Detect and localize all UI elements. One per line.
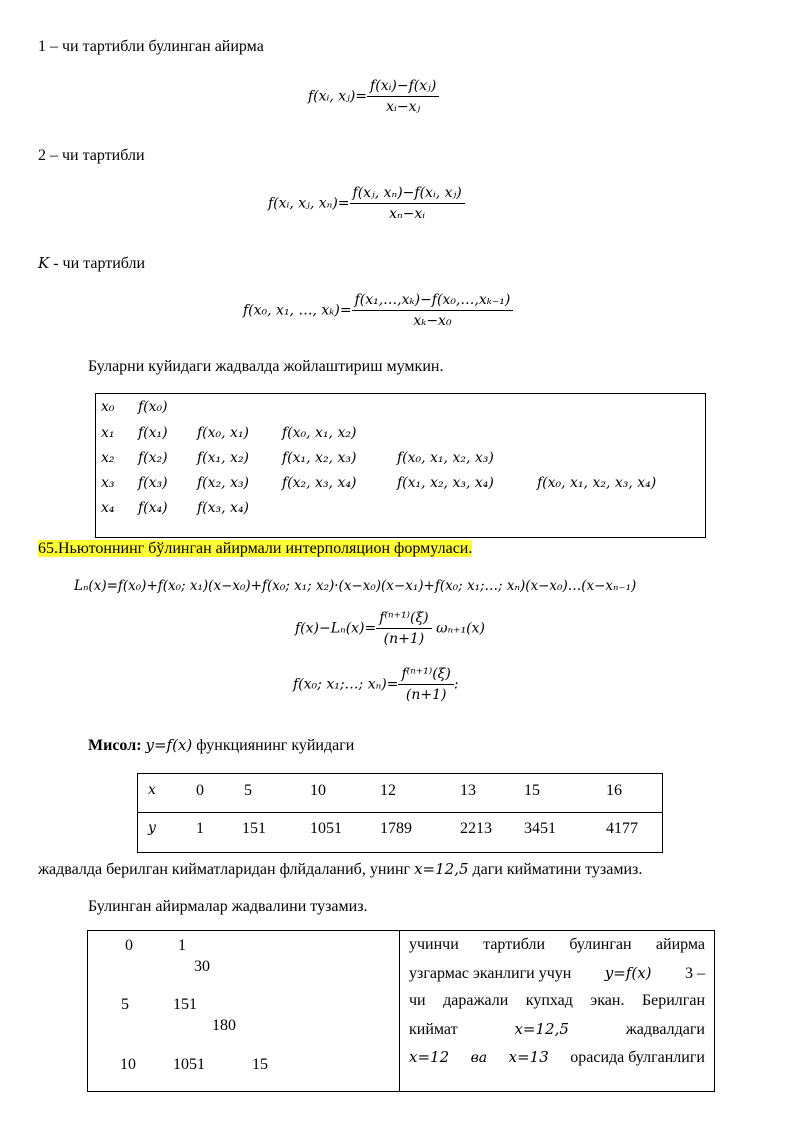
formula-lhs: f(xᵢ, xⱼ, xₙ)=: [268, 195, 350, 212]
formula-denominator: (n+1): [405, 687, 447, 703]
diff-cell: f(x₀): [138, 399, 168, 415]
formula-second-order: [268, 185, 465, 222]
bt-x: 0: [125, 937, 133, 954]
example-text: функциянинг куйидаги: [196, 737, 355, 754]
formula-lhs: f(xᵢ, xⱼ)=: [308, 88, 368, 105]
bt-first-difference: 180: [212, 1017, 236, 1034]
task-text-before: жадвалда берилган кийматларидан флйдаланиб, унинг: [38, 861, 411, 878]
right-text-line-3: чи даражали купхад экан. Берилган: [409, 992, 705, 1009]
example-expression: y=f(x): [145, 736, 193, 754]
heading-k-order: [38, 254, 145, 273]
diff-cell: x₂: [101, 450, 115, 466]
formula-tail: :: [453, 676, 459, 693]
diff-cell: f(x₀, x₁): [197, 425, 250, 441]
right-text-part: ва: [470, 1050, 488, 1066]
x-value: 12: [380, 782, 396, 799]
right-text-line-2: [409, 964, 705, 983]
y-label: y: [148, 820, 156, 836]
diff-cell: x₀: [101, 399, 115, 415]
diff-cell: f(x₄): [138, 500, 168, 516]
right-text-expression: x=13: [508, 1048, 549, 1066]
x-value: 5: [244, 782, 252, 799]
bt-second-difference: 15: [252, 1056, 268, 1073]
values-table: [137, 773, 663, 853]
formula-denominator: xₙ−xᵢ: [389, 206, 426, 222]
formula-denominator: (n+1): [383, 631, 425, 647]
right-text-part: киймат: [409, 1021, 458, 1038]
y-value: 151: [242, 820, 266, 837]
diff-cell: x₄: [101, 500, 115, 516]
formula-first-order: [308, 78, 439, 115]
heading-first-order: 1 – чи тартибли булинган айирма: [38, 38, 264, 55]
diff-cell: f(x₁, x₂): [197, 450, 250, 466]
x-value: 13: [460, 782, 476, 799]
y-value: 1789: [380, 820, 412, 837]
formula-numerator: f(x₁,…,xₖ)−f(x₀,…,xₖ₋₁): [352, 292, 514, 311]
formula-denominator: xₖ−x₀: [413, 313, 452, 329]
section-title: [38, 540, 472, 558]
right-text-expression: x=12: [409, 1048, 450, 1066]
task-text-after: даги кийматини тузамиз.: [472, 861, 643, 878]
x-label: x: [148, 782, 156, 798]
x-value: 0: [196, 782, 204, 799]
y-value: 1051: [310, 820, 342, 837]
formula-lhs: f(x₀, x₁, …, xₖ)=: [243, 302, 352, 319]
diff-cell: f(x₀, x₁, x₂, x₃, x₄): [537, 475, 657, 491]
divided-table-intro: Булинган айирмалар жадвалини тузамиз.: [88, 898, 368, 915]
bt-y: 151: [173, 996, 197, 1013]
formula-numerator: f(xⱼ, xₙ)−f(xᵢ, xⱼ): [350, 185, 465, 204]
diff-cell: f(x₂): [138, 450, 168, 466]
y-value: 3451: [524, 820, 556, 837]
diff-cell: x₃: [101, 475, 115, 491]
example-label: Мисол:: [88, 737, 142, 754]
right-text-part: жадвалдаги: [625, 1021, 705, 1038]
diff-cell: f(x₀, x₁, x₂, x₃): [397, 450, 494, 466]
y-value: 1: [196, 820, 204, 837]
error-formula: [295, 610, 485, 647]
k-symbol: K: [38, 254, 50, 272]
bt-x: 10: [120, 1056, 136, 1073]
formula-tail: ωₙ₊₁(x): [436, 620, 486, 637]
right-text-line-1: учинчи тартибли булинган айирма: [409, 936, 705, 953]
formula-numerator: f⁽ⁿ⁺¹⁾(ξ): [376, 610, 431, 629]
x-value: 16: [606, 782, 622, 799]
table-intro: Буларни куйидаги жадвалда жойлаштириш мумкин.: [88, 358, 444, 375]
bt-x: 5: [121, 996, 129, 1013]
diff-cell: f(x₀, x₁, x₂): [282, 425, 357, 441]
right-text-part: 3 –: [684, 965, 705, 982]
right-text-line-4: [409, 1020, 705, 1039]
formula-numerator: f⁽ⁿ⁺¹⁾(ξ): [398, 666, 453, 685]
formula-lhs: f(x₀; x₁;…; xₙ)=: [293, 676, 399, 693]
values-table-divider: [138, 812, 662, 813]
right-text-line-5: [409, 1048, 705, 1067]
y-value: 4177: [606, 820, 638, 837]
bt-y: 1051: [173, 1056, 205, 1073]
x-value: 15: [524, 782, 540, 799]
task-paragraph: [38, 860, 642, 879]
heading-second-order: 2 – чи тартибли: [38, 147, 145, 164]
diff-cell: f(x₁): [138, 425, 168, 441]
task-expression: x=12,5: [414, 860, 469, 878]
right-text-part: узгармас эканлиги учун: [409, 965, 572, 982]
formula-denominator: xᵢ−xⱼ: [386, 99, 421, 115]
right-text-expression: x=12,5: [514, 1020, 569, 1038]
newton-formula: Lₙ(x)=f(x₀)+f(x₀; x₁)(x−x₀)+f(x₀; x₁; x₂)·(x−x₀)(x−x₁)+f(x₀; x₁;…; xₙ)(x−x₀)…(x−xₙ₋₁): [74, 578, 637, 594]
diff-cell: f(x₂, x₃, x₄): [282, 475, 357, 491]
formula-lhs: f(x)−Lₙ(x)=: [295, 620, 377, 637]
diff-cell: x₁: [101, 425, 115, 441]
bt-y: 1: [178, 937, 186, 954]
diff-cell: f(x₁, x₂, x₃): [282, 450, 357, 466]
y-value: 2213: [460, 820, 492, 837]
right-text-part: орасида булганлиги: [570, 1049, 705, 1066]
heading-k-text: - чи тартибли: [53, 255, 146, 272]
example-line: [88, 736, 354, 755]
diff-cell: f(x₃, x₄): [197, 500, 250, 516]
divided-difference-derivative-formula: [293, 666, 459, 703]
right-text-expression: y=f(x): [604, 964, 652, 982]
formula-k-order: [243, 292, 513, 329]
diff-cell: f(x₁, x₂, x₃, x₄): [397, 475, 494, 491]
bt-first-difference: 30: [194, 958, 210, 975]
x-value: 10: [310, 782, 326, 799]
divided-difference-table: [95, 393, 706, 538]
diff-cell: f(x₂, x₃): [197, 475, 250, 491]
bottom-table-divider: [399, 931, 400, 1091]
formula-numerator: f(xᵢ)−f(xⱼ): [367, 78, 439, 97]
diff-cell: f(x₃): [138, 475, 168, 491]
section-title-text: 65.Ньютоннинг бўлинган айирмали интерполяцион формуласи.: [38, 540, 473, 557]
bottom-table: [87, 930, 715, 1092]
